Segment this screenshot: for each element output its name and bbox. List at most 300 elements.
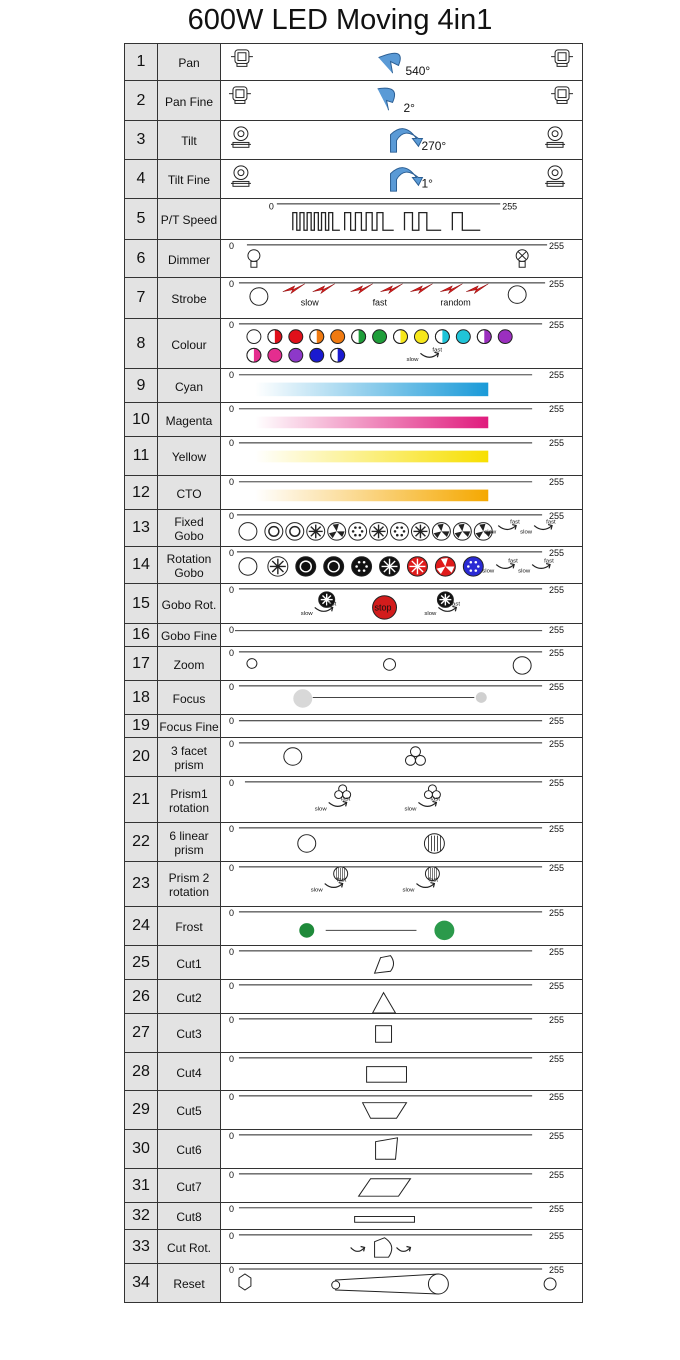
channel-function-label: Frost <box>175 920 203 934</box>
channel-diagram-svg <box>221 437 582 475</box>
channel-function-label: Cut1 <box>176 956 202 971</box>
scale-min-label: 0 <box>229 778 235 788</box>
channel-diagram-svg <box>221 160 582 198</box>
scale-min-label: 0 <box>229 1170 235 1180</box>
tilt-fixture-icon <box>231 127 251 147</box>
channel-diagram <box>221 1130 582 1168</box>
channel-function <box>158 1230 221 1263</box>
scale-min-label: 0 <box>229 370 235 380</box>
pan-fine-angle-label: 2° <box>403 101 415 116</box>
channel-diagram <box>221 647 582 680</box>
scale-max-label: 255 <box>548 1265 564 1275</box>
channel-diagram <box>221 1203 582 1229</box>
scale-max-label: 255 <box>548 1054 564 1064</box>
scale-max-label: 255 <box>548 716 564 726</box>
channel-row <box>125 980 582 1014</box>
speed-fast-label: fast <box>546 519 556 526</box>
channel-function-label: Cut8 <box>176 1210 202 1224</box>
channel-diagram-svg <box>221 584 582 623</box>
rotation-gobo-icon <box>435 557 455 576</box>
cut5-shape-icon <box>363 1103 407 1119</box>
scale-max-label: 255 <box>548 908 564 918</box>
channel-diagram <box>221 946 582 979</box>
channel-diagram <box>221 44 582 80</box>
bulb-base-icon <box>251 261 257 267</box>
channel-function <box>158 738 221 776</box>
channel-diagram-svg <box>221 946 582 979</box>
fixed-gobo-icon <box>307 523 325 541</box>
channel-number: 30 <box>125 1130 158 1168</box>
scale-min-label: 0 <box>229 947 235 957</box>
channel-function-label: 3 facet prism <box>170 744 208 772</box>
channel-diagram <box>221 1264 582 1302</box>
channel-row <box>125 862 582 907</box>
channel-number: 13 <box>125 510 158 546</box>
scale-min-label: 0 <box>268 201 274 212</box>
fixed-gobo-icon <box>391 523 409 541</box>
strobe-open-icon <box>250 288 268 306</box>
channel-diagram <box>221 738 582 776</box>
channel-number: 24 <box>125 907 158 945</box>
channel-number: 4 <box>125 160 158 198</box>
channel-function-label: Cut6 <box>176 1143 202 1157</box>
channel-number: 33 <box>125 1230 158 1263</box>
speed-arrow-icon <box>532 565 550 569</box>
channel-row <box>125 121 582 160</box>
channel-function-label: Dimmer <box>168 252 210 267</box>
channel-diagram <box>221 1014 582 1052</box>
channel-diagram-svg <box>221 240 582 277</box>
channel-row <box>125 738 582 777</box>
speed-arrow-icon <box>438 607 456 611</box>
channel-function-label: Cut2 <box>176 990 202 1005</box>
channel-diagram <box>221 547 582 583</box>
rotation-gobo-icon <box>380 557 400 576</box>
speed-arrow-icon <box>498 526 516 530</box>
channel-diagram-svg <box>221 121 582 159</box>
channel-number: 29 <box>125 1091 158 1129</box>
channel-diagram-svg <box>221 624 582 646</box>
channel-row <box>125 403 582 437</box>
channel-row <box>125 319 582 369</box>
channel-diagram-svg <box>221 1203 582 1229</box>
channel-table <box>124 43 583 1303</box>
speed-arrow-icon <box>420 353 438 357</box>
pan-fine-fixture-end-icon <box>551 87 573 104</box>
channel-function-label: Gobo Fine <box>160 629 218 643</box>
channel-diagram <box>221 476 582 509</box>
tilt-angle-label: 270° <box>421 139 447 154</box>
speed-arrow-icon <box>416 884 434 888</box>
channel-function-label: Strobe <box>171 292 207 306</box>
colour-wheel-icon <box>414 330 428 344</box>
channel-function <box>158 1053 221 1090</box>
scale-max-label: 255 <box>548 739 564 749</box>
lightning-icon <box>440 284 462 294</box>
rotation-gobo-icon <box>463 557 483 576</box>
channel-function <box>158 160 221 198</box>
scale-min-label: 0 <box>229 863 235 873</box>
scale-max-label: 255 <box>548 438 564 448</box>
channel-function-label: Prism1 rotation <box>168 786 210 815</box>
channel-row <box>125 1130 582 1169</box>
channel-function <box>158 369 221 402</box>
speed-arrow-icon <box>534 526 552 530</box>
channel-function-label: Zoom <box>173 657 205 672</box>
scale-max-label: 255 <box>548 320 564 330</box>
scale-min-label: 0 <box>229 279 235 289</box>
prism-facet-icon <box>410 747 420 757</box>
channel-function-label: Tilt Fine <box>167 173 211 187</box>
channel-diagram-svg <box>221 476 582 509</box>
cto-gradient-bar <box>255 490 488 502</box>
tilt-fine-fixture-icon <box>231 166 251 186</box>
strobe-slow-label: slow <box>300 297 319 308</box>
colour-half-yellow-icon <box>394 330 408 344</box>
stop-label: stop <box>374 602 392 613</box>
channel-row <box>125 510 582 547</box>
prism-open-icon <box>284 748 302 766</box>
channel-function <box>158 403 221 436</box>
channel-diagram <box>221 907 582 945</box>
channel-diagram <box>221 1053 582 1090</box>
channel-row <box>125 369 582 403</box>
channel-diagram-svg <box>221 403 582 436</box>
colour-wheel-icon <box>247 330 261 344</box>
speed-slow-label: slow <box>310 887 323 894</box>
scale-min-label: 0 <box>229 477 235 487</box>
scale-max-label: 255 <box>548 863 564 873</box>
cut7-shape-icon <box>359 1179 411 1196</box>
bulb-on-base-icon <box>519 261 525 267</box>
channel-function <box>158 946 221 979</box>
scale-max-label: 255 <box>548 511 564 521</box>
channel-diagram-svg <box>221 199 582 239</box>
linear-prism-open-icon <box>298 835 316 853</box>
channel-function-label: Focus <box>172 691 206 706</box>
channel-number: 22 <box>125 823 158 861</box>
channel-function-label: Rotation Gobo <box>166 552 212 580</box>
scale-max-label: 255 <box>548 1015 564 1025</box>
channel-function <box>158 319 221 368</box>
channel-number: 12 <box>125 476 158 509</box>
scale-max-label: 255 <box>548 404 564 414</box>
channel-diagram-svg <box>221 1230 582 1263</box>
channel-diagram <box>221 777 582 822</box>
rotation-gobo-icon <box>407 557 427 576</box>
lightning-icon <box>351 284 373 294</box>
colour-wheel-icon <box>456 330 470 344</box>
magenta-gradient-bar <box>255 417 488 429</box>
pan-fixture-end-icon <box>551 50 573 67</box>
channel-row <box>125 1230 582 1264</box>
speed-arrow-icon <box>496 565 514 569</box>
fixed-gobo-icon <box>286 523 304 541</box>
prism-facet-icon <box>405 756 415 766</box>
channel-function-label: Magenta <box>165 413 213 428</box>
channel-diagram-svg <box>221 907 582 945</box>
speed-fast-label: fast <box>430 796 441 803</box>
zoom-small-icon <box>247 659 257 669</box>
reset-beam-end-icon <box>428 1274 448 1294</box>
channel-number: 16 <box>125 624 158 646</box>
channel-number: 23 <box>125 862 158 906</box>
channel-diagram-svg <box>221 44 582 80</box>
reset-end-icon <box>544 1278 556 1290</box>
scale-min-label: 0 <box>229 404 235 414</box>
channel-number: 7 <box>125 278 158 318</box>
channel-function-label: Gobo Rot. <box>161 597 217 612</box>
channel-number: 19 <box>125 715 158 737</box>
channel-function <box>158 278 221 318</box>
channel-number: 15 <box>125 584 158 623</box>
cut-rot-right-arrow-icon <box>397 1247 411 1251</box>
channel-diagram-svg <box>221 681 582 714</box>
channel-diagram-svg <box>221 1091 582 1129</box>
channel-number: 18 <box>125 681 158 714</box>
speed-slow-label: slow <box>314 806 327 813</box>
reset-beam-start-icon <box>332 1281 340 1289</box>
cyan-gradient-bar <box>255 383 488 397</box>
speed-fast-label: fast <box>450 601 461 608</box>
channel-function <box>158 715 221 737</box>
scale-max-label: 255 <box>548 585 564 595</box>
channel-number: 2 <box>125 81 158 120</box>
tilt-fine-arrow-icon <box>391 168 423 192</box>
scale-min-label: 0 <box>229 1131 235 1141</box>
channel-function <box>158 980 221 1013</box>
colour-wheel-icon <box>268 348 282 362</box>
speed-fast-label: fast <box>510 519 520 526</box>
colour-half-cyan-icon <box>435 330 449 344</box>
strobe-fast-label: fast <box>372 297 388 308</box>
open-gobo-icon <box>239 523 257 541</box>
scale-min-label: 0 <box>229 548 235 558</box>
lightning-icon <box>313 284 335 294</box>
scale-min-label: 0 <box>229 585 235 595</box>
channel-function <box>158 1091 221 1129</box>
cut1-shape-icon <box>375 956 394 973</box>
zoom-large-icon <box>513 657 531 674</box>
channel-function-label: Focus Fine <box>159 720 219 734</box>
pan-fine-fixture-icon <box>229 87 251 104</box>
fixed-gobo-icon <box>370 523 388 541</box>
channel-diagram-svg <box>221 81 582 120</box>
colour-half-green-icon <box>352 330 366 344</box>
speed-wave-icon <box>293 213 480 231</box>
channel-function <box>158 823 221 861</box>
channel-function-label: 6 linear prism <box>169 829 209 857</box>
channel-diagram <box>221 980 582 1013</box>
channel-function <box>158 647 221 680</box>
channel-function-label: Tilt <box>181 134 197 148</box>
rotation-gobo-icon <box>268 557 288 576</box>
scale-max-label: 255 <box>548 241 564 251</box>
speed-fast-label: fast <box>544 558 554 565</box>
scale-max-label: 255 <box>548 1092 564 1102</box>
channel-diagram <box>221 584 582 623</box>
cut2-shape-icon <box>373 993 396 1013</box>
channel-diagram-svg <box>221 777 582 822</box>
channel-diagram-svg <box>221 738 582 776</box>
channel-row <box>125 647 582 681</box>
speed-fast-label: fast <box>336 877 347 884</box>
scale-min-label: 0 <box>229 981 235 991</box>
channel-row <box>125 547 582 584</box>
open-rot-gobo-icon <box>239 558 257 576</box>
bulb-icon <box>248 250 260 262</box>
pan-fine-arrow-icon <box>378 88 395 110</box>
scale-min-label: 0 <box>229 625 235 635</box>
channel-number: 1 <box>125 44 158 80</box>
channel-diagram <box>221 160 582 198</box>
channel-row <box>125 681 582 715</box>
channel-function-label: Colour <box>171 337 207 352</box>
speed-slow-label: slow <box>484 529 497 536</box>
scale-max-label: 255 <box>548 824 564 834</box>
channel-function <box>158 437 221 475</box>
scale-min-label: 0 <box>229 1054 235 1064</box>
scale-max-label: 255 <box>548 682 564 692</box>
channel-diagram-svg <box>221 278 582 318</box>
speed-fast-label: fast <box>432 347 443 354</box>
cut3-shape-icon <box>376 1026 392 1043</box>
channel-diagram-svg <box>221 319 582 368</box>
channel-row <box>125 624 582 647</box>
channel-diagram-svg <box>221 1130 582 1168</box>
channel-diagram <box>221 681 582 714</box>
fixed-gobo-icon <box>328 523 346 541</box>
rotation-gobo-icon <box>324 557 344 576</box>
channel-function-label: Cut3 <box>176 1027 202 1041</box>
scale-max-label: 255 <box>548 947 564 957</box>
frost-blur-icon <box>430 917 458 945</box>
scale-min-label: 0 <box>229 1204 235 1214</box>
channel-diagram-svg <box>221 369 582 402</box>
channel-function-label: Cyan <box>174 379 203 394</box>
reset-hex-icon <box>239 1274 251 1290</box>
channel-function <box>158 681 221 714</box>
channel-row <box>125 584 582 624</box>
scale-max-label: 255 <box>548 1231 564 1241</box>
pan-angle-label: 540° <box>405 64 431 79</box>
tilt-fine-angle-label: 1° <box>421 176 433 191</box>
channel-diagram <box>221 715 582 737</box>
channel-number: 25 <box>125 946 158 979</box>
channel-function-label: Fixed Gobo <box>174 515 204 543</box>
channel-function <box>158 907 221 945</box>
prism-facet-icon <box>415 756 425 766</box>
channel-function <box>158 240 221 277</box>
channel-function-label: Cut4 <box>176 1065 202 1080</box>
channel-diagram-svg <box>221 1014 582 1052</box>
channel-diagram-svg <box>221 715 582 737</box>
scale-max-label: 255 <box>548 279 564 289</box>
channel-row <box>125 160 582 199</box>
lightning-icon <box>466 284 488 294</box>
channel-diagram <box>221 510 582 546</box>
channel-function-label: Prism 2 rotation <box>168 871 210 899</box>
scale-max-label: 255 <box>548 778 564 788</box>
channel-row <box>125 1014 582 1053</box>
cut-rot-left-arrow-icon <box>351 1247 365 1251</box>
channel-function-label: CTO <box>176 486 202 501</box>
scale-min-label: 0 <box>229 1265 235 1275</box>
reset-beam-icon <box>336 1274 439 1294</box>
channel-diagram <box>221 199 582 239</box>
channel-row <box>125 823 582 862</box>
scale-min-label: 0 <box>229 320 235 330</box>
channel-number: 11 <box>125 437 158 475</box>
channel-function <box>158 81 221 120</box>
pan-fixture-icon <box>231 50 253 67</box>
channel-number: 34 <box>125 1264 158 1302</box>
page-title: 600W LED Moving 4in1 <box>187 4 493 36</box>
scale-min-label: 0 <box>229 1015 235 1025</box>
channel-function-label: Cut5 <box>176 1104 202 1118</box>
colour-wheel-icon <box>310 348 324 362</box>
cut8-shape-icon <box>355 1216 415 1222</box>
channel-diagram <box>221 121 582 159</box>
channel-number: 9 <box>125 369 158 402</box>
channel-function <box>158 547 221 583</box>
fixed-gobo-icon <box>411 523 429 541</box>
scale-min-label: 0 <box>229 648 235 658</box>
colour-half-magenta-icon <box>247 348 261 362</box>
channel-diagram-svg <box>221 547 582 583</box>
scale-max-label: 255 <box>548 548 564 558</box>
channel-row <box>125 1169 582 1203</box>
channel-diagram <box>221 403 582 436</box>
channel-diagram <box>221 240 582 277</box>
scale-min-label: 0 <box>229 1092 235 1102</box>
frost-sharp-icon <box>300 924 314 938</box>
tilt-fine-fixture-end-icon <box>545 166 565 186</box>
scale-min-label: 0 <box>229 682 235 692</box>
channel-function <box>158 1169 221 1202</box>
colour-wheel-icon <box>331 330 345 344</box>
speed-slow-label: slow <box>424 611 437 618</box>
speed-fast-label: fast <box>428 877 439 884</box>
lightning-icon <box>381 284 403 294</box>
speed-arrow-icon <box>329 802 347 806</box>
channel-function-label: Cut Rot. <box>166 1240 211 1255</box>
scale-min-label: 0 <box>229 241 235 251</box>
channel-number: 32 <box>125 1203 158 1229</box>
channel-diagram <box>221 1091 582 1129</box>
speed-slow-label: slow <box>404 806 417 813</box>
speed-arrow-icon <box>325 884 343 888</box>
colour-wheel-icon <box>289 330 303 344</box>
channel-number: 21 <box>125 777 158 822</box>
channel-row <box>125 437 582 476</box>
channel-diagram <box>221 823 582 861</box>
scale-min-label: 0 <box>229 739 235 749</box>
scale-max-label: 255 <box>548 1170 564 1180</box>
focus-sharp-icon <box>476 693 486 703</box>
channel-function-label: Reset <box>173 1277 205 1291</box>
channel-function-label: Pan <box>178 56 200 70</box>
channel-row <box>125 777 582 823</box>
rotation-gobo-icon <box>296 557 316 576</box>
channel-row <box>125 1203 582 1230</box>
colour-half-blue-icon <box>331 348 345 362</box>
speed-slow-label: slow <box>402 887 415 894</box>
channel-number: 5 <box>125 199 158 239</box>
scale-min-label: 0 <box>229 908 235 918</box>
channel-diagram-svg <box>221 980 582 1013</box>
speed-fast-label: fast <box>340 796 351 803</box>
